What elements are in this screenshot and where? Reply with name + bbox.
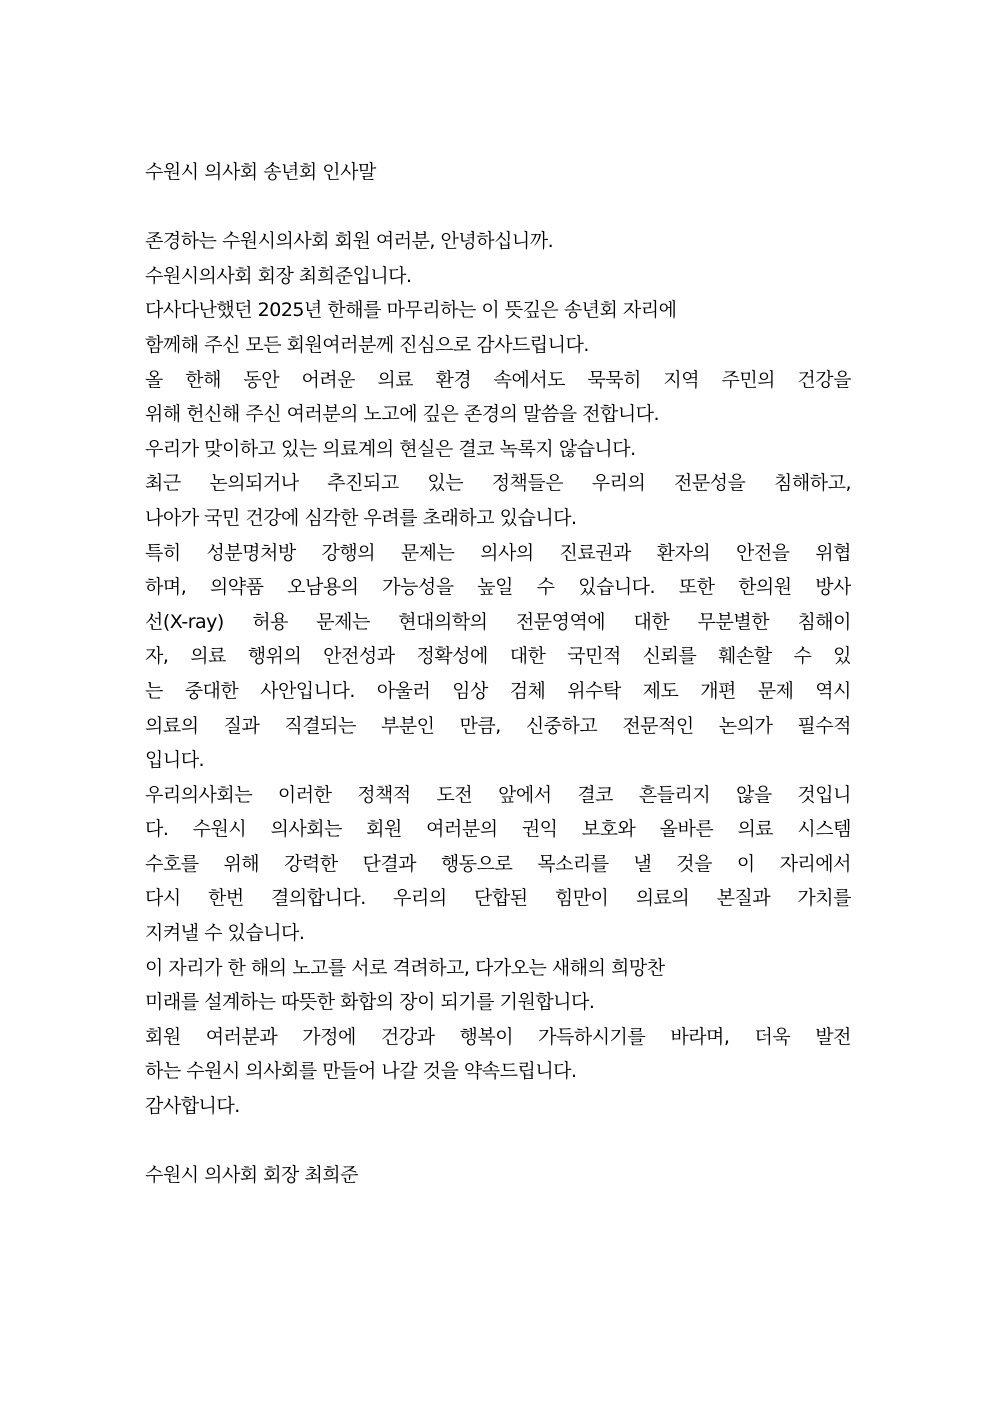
body-line: 입니다. xyxy=(145,749,205,772)
body-line: 특히 성분명처방 강행의 문제는 의사의 진료권과 환자의 안전을 위협 xyxy=(145,541,851,564)
body-line: 감사합니다. xyxy=(145,1095,240,1118)
body-line: 회원 여러분과 가정에 건강과 행복이 가득하시기를 바라며, 더욱 발전 xyxy=(145,1025,851,1048)
body-line: 수호를 위해 강력한 단결과 행동으로 목소리를 낼 것을 이 자리에서 xyxy=(145,852,851,875)
body-line: 위해 헌신해 주신 여러분의 노고에 깊은 존경의 말씀을 전합니다. xyxy=(145,403,660,426)
body-line: 지켜낼 수 있습니다. xyxy=(145,922,305,945)
body-line: 나아가 국민 건강에 심각한 우려를 초래하고 있습니다. xyxy=(145,506,577,529)
body-line: 수원시의사회 회장 최희준입니다. xyxy=(145,264,412,287)
body-line: 다. 수원시 의사회는 회원 여러분의 권익 보호와 올바른 의료 시스템 xyxy=(145,818,851,841)
body-line: 선(X-ray) 허용 문제는 현대의학의 전문영역에 대한 무분별한 침해이 xyxy=(145,610,851,633)
body-line: 다시 한번 결의합니다. 우리의 단합된 힘만이 의료의 본질과 가치를 xyxy=(145,887,851,910)
body-line: 하는 수원시 의사회를 만들어 나갈 것을 약속드립니다. xyxy=(145,1060,577,1083)
body-line: 이 자리가 한 해의 노고를 서로 격려하고, 다가오는 새해의 희망찬 xyxy=(145,956,665,979)
body-line: 최근 논의되거나 추진되고 있는 정책들은 우리의 전문성을 침해하고, xyxy=(145,472,851,495)
signature: 수원시 의사회 회장 최희준 xyxy=(145,1164,359,1187)
body-line: 하며, 의약품 오남용의 가능성을 높일 수 있습니다. 또한 한의원 방사 xyxy=(145,576,851,599)
document-page xyxy=(145,155,851,1193)
document-title: 수원시 의사회 송년회 인사말 xyxy=(145,161,376,183)
body-line: 의료의 질과 직결되는 부분인 만큼, 신중하고 전문적인 논의가 필수적 xyxy=(145,714,851,737)
body-line: 우리가 맞이하고 있는 의료계의 현실은 결코 녹록지 않습니다. xyxy=(145,437,636,460)
body-line: 우리의사회는 이러한 정책적 도전 앞에서 결코 흔들리지 않을 것입니 xyxy=(145,783,851,806)
body-line: 는 중대한 사안입니다. 아울러 임상 검체 위수탁 제도 개편 문제 역시 xyxy=(145,679,851,702)
body-line: 함께해 주신 모든 회원여러분께 진심으로 감사드립니다. xyxy=(145,333,589,356)
body-line: 올 한해 동안 어려운 의료 환경 속에서도 묵묵히 지역 주민의 건강을 xyxy=(145,368,851,391)
spacer xyxy=(145,1124,851,1159)
body-line: 다사다난했던 2025년 한해를 마무리하는 이 뜻깊은 송년회 자리에 xyxy=(145,299,677,322)
body-line: 자, 의료 행위의 안전성과 정확성에 대한 국민적 신뢰를 훼손할 수 있 xyxy=(145,645,851,668)
body-line: 존경하는 수원시의사회 회원 여러분, 안녕하십니까. xyxy=(145,230,554,253)
body-line: 미래를 설계하는 따뜻한 화합의 장이 되기를 기원합니다. xyxy=(145,991,595,1014)
